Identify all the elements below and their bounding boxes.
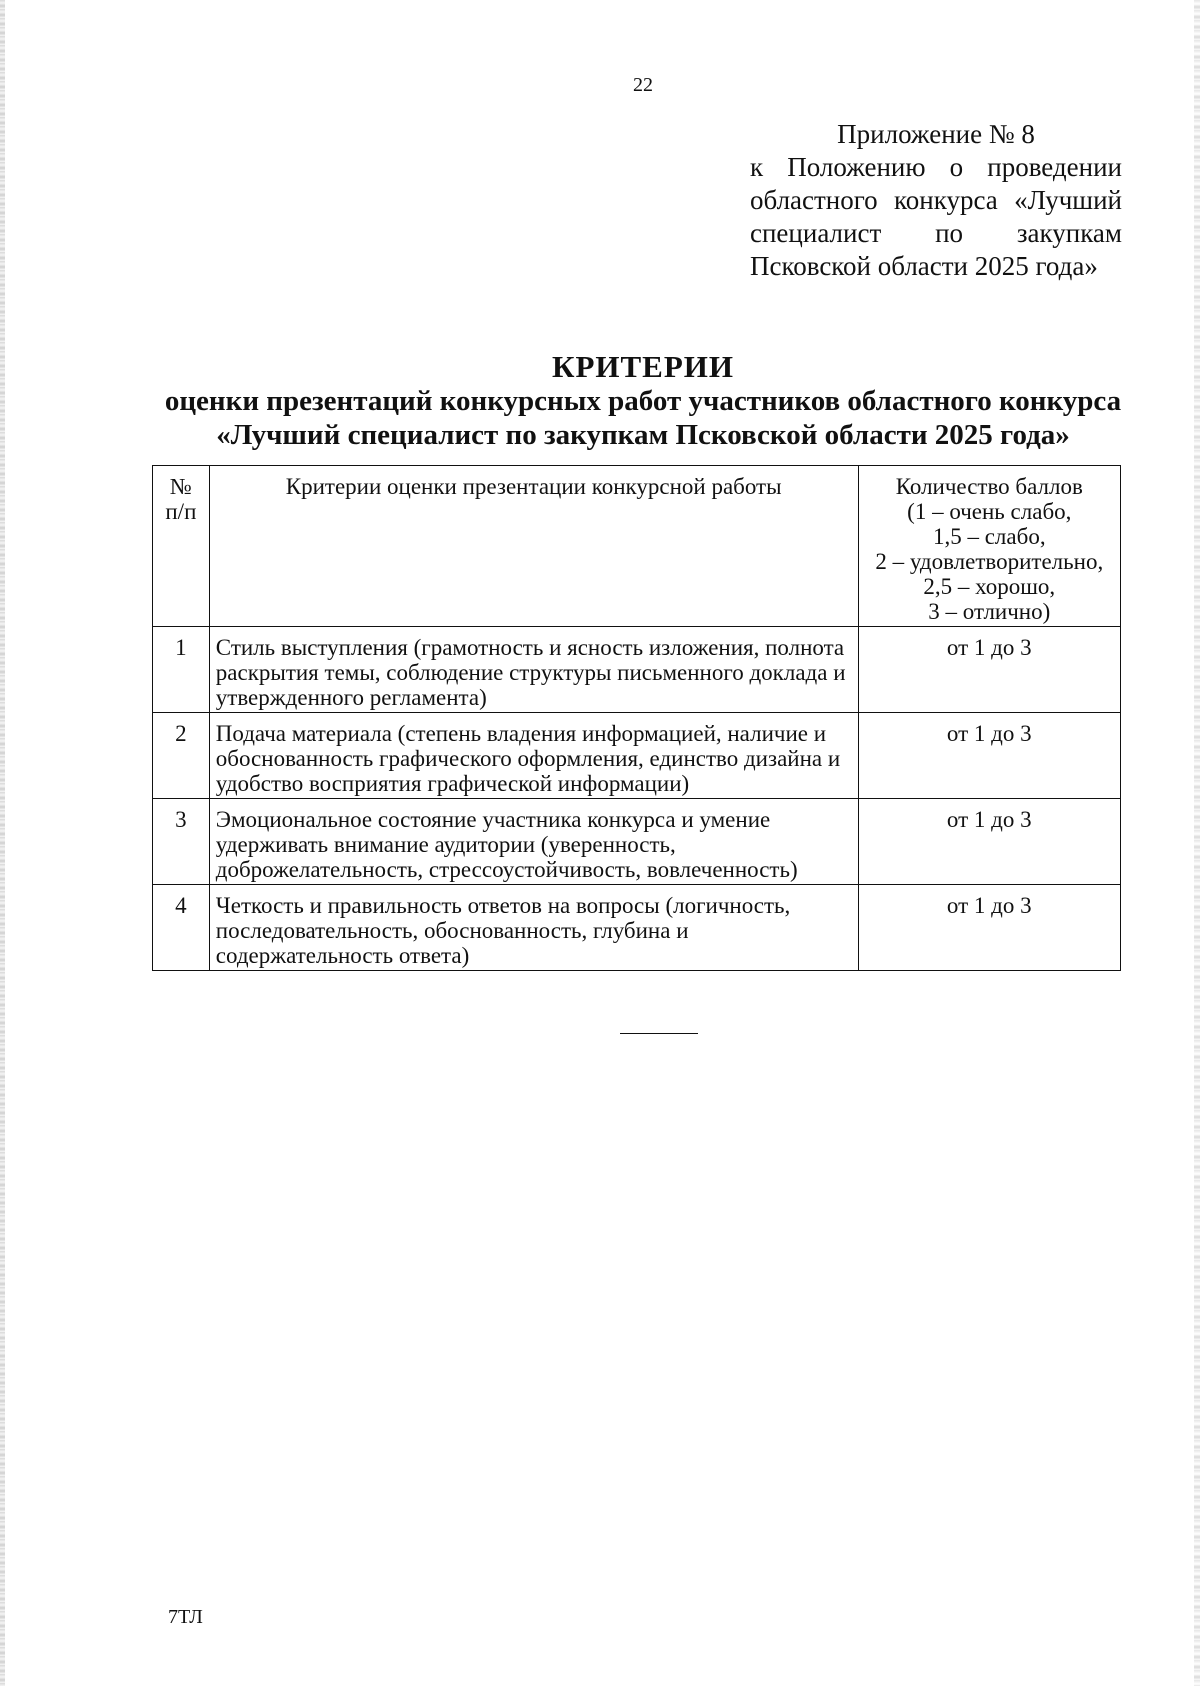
header-score-line: Количество баллов <box>895 474 1083 499</box>
row-score: от 1 до 3 <box>858 627 1120 713</box>
row-criteria: Подача материала (степень владения информацией, наличие и обоснованность графического оформления, единство дизайна и удобство восприятия графической информации) <box>209 713 858 799</box>
appendix-line: специалист по закупкам <box>750 218 1122 248</box>
page-number: 22 <box>633 74 653 96</box>
document-title <box>0 350 1200 452</box>
table-row <box>153 799 1121 885</box>
header-score-line: 3 – отлично) <box>928 599 1051 624</box>
header-number <box>153 466 210 627</box>
row-number: 3 <box>153 799 210 885</box>
row-criteria: Эмоциональное состояние участника конкурса и умение удерживать внимание аудитории (уверенность, доброжелательность, стрессоустойчивость, вовлеченность) <box>209 799 858 885</box>
table-row <box>153 627 1121 713</box>
header-score-line: (1 – очень слабо, <box>907 499 1072 524</box>
criteria-table <box>152 465 1121 971</box>
header-score-line: 1,5 – слабо, <box>932 524 1046 549</box>
title-subtitle: «Лучший специалист по закупкам Псковской области 2025 года» <box>216 419 1070 451</box>
row-criteria: Стиль выступления (грамотность и ясность изложения, полнота раскрытия темы, соблюдение структуры письменного доклада и утвержденного регламента) <box>209 627 858 713</box>
table-header-row <box>153 466 1121 627</box>
title-main: КРИТЕРИИ <box>551 349 735 384</box>
header-score-line: 2,5 – хорошо, <box>923 574 1056 599</box>
row-number: 1 <box>153 627 210 713</box>
appendix-line: Псковской области 2025 года» <box>750 251 1098 281</box>
header-number-label: п/п <box>165 499 197 524</box>
row-number: 4 <box>153 885 210 971</box>
row-score: от 1 до 3 <box>858 885 1120 971</box>
header-score-line: 2 – удовлетворительно, <box>875 549 1104 574</box>
header-score <box>858 466 1120 627</box>
appendix-line: к Положению о проведении <box>750 152 1122 182</box>
table-row <box>153 713 1121 799</box>
row-criteria: Четкость и правильность ответов на вопросы (логичность, последовательность, обоснованность, глубина и содержательность ответа) <box>209 885 858 971</box>
row-score: от 1 до 3 <box>858 713 1120 799</box>
header-criteria: Критерии оценки презентации конкурсной работы <box>209 466 858 627</box>
end-divider <box>620 1033 698 1034</box>
footer-code: 7ТЛ <box>168 1606 203 1628</box>
row-score: от 1 до 3 <box>858 799 1120 885</box>
row-number: 2 <box>153 713 210 799</box>
title-subtitle: оценки презентаций конкурсных работ участников областного конкурса <box>164 385 1122 417</box>
scan-edge-left <box>0 0 5 1686</box>
scan-edge-right <box>1194 0 1200 1686</box>
table-row <box>153 885 1121 971</box>
appendix-reference <box>750 118 1122 283</box>
appendix-number: Приложение № 8 <box>837 119 1035 149</box>
appendix-line: областного конкурса «Лучший <box>750 185 1122 215</box>
header-number-sign: № <box>169 474 192 499</box>
